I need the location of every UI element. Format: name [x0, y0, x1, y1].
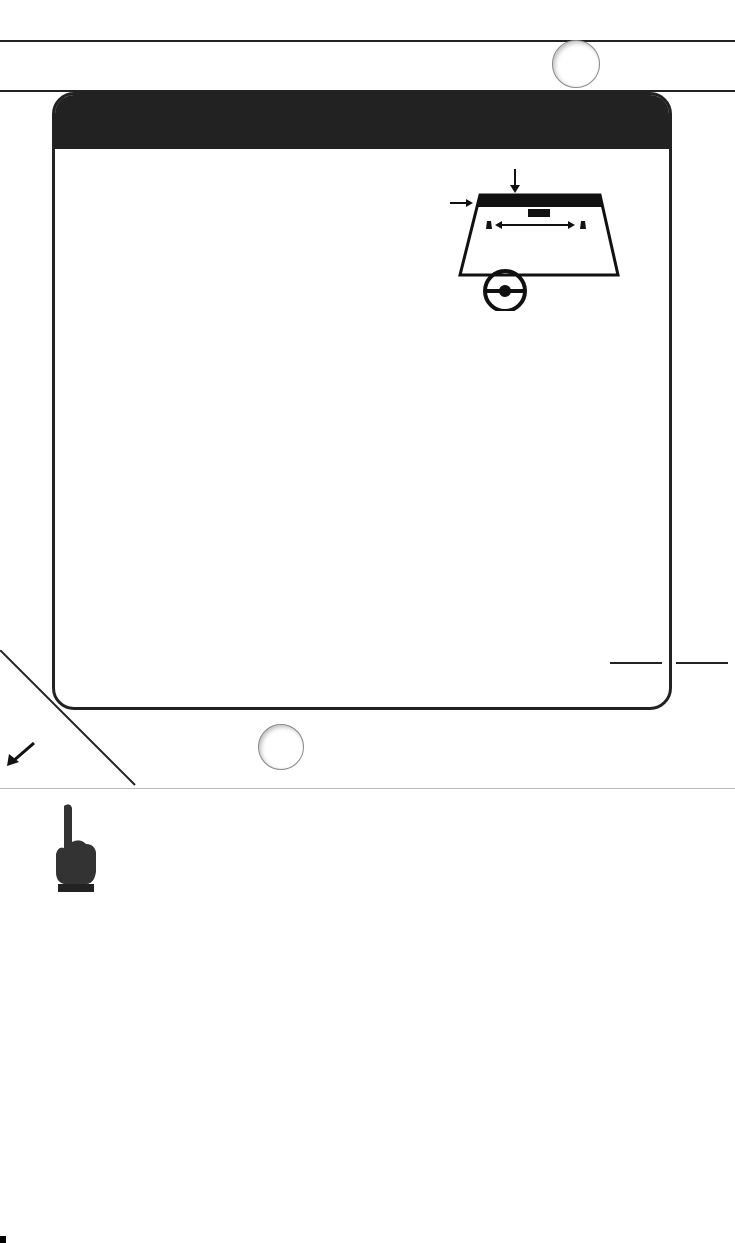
corner-mark: [0, 1236, 6, 1243]
punched-hole-day: [552, 40, 600, 88]
peel-corner-line: [0, 650, 140, 790]
tear-line[interactable]: [0, 788, 735, 789]
dez-1-year: [610, 662, 662, 664]
barcode: [145, 1105, 575, 1205]
dez-2-year: [676, 662, 728, 664]
windscreen-diagram-icon: [440, 161, 640, 311]
top-row-top-border: [0, 40, 735, 42]
peel-arrow-icon: [4, 740, 38, 768]
dez-box-2: [676, 662, 728, 664]
punched-hole-month: [258, 724, 304, 770]
pointing-hand-icon: [50, 802, 100, 894]
dez-box-1: [610, 662, 662, 664]
vignette-panel: [52, 92, 672, 710]
panel-header: [55, 95, 669, 149]
